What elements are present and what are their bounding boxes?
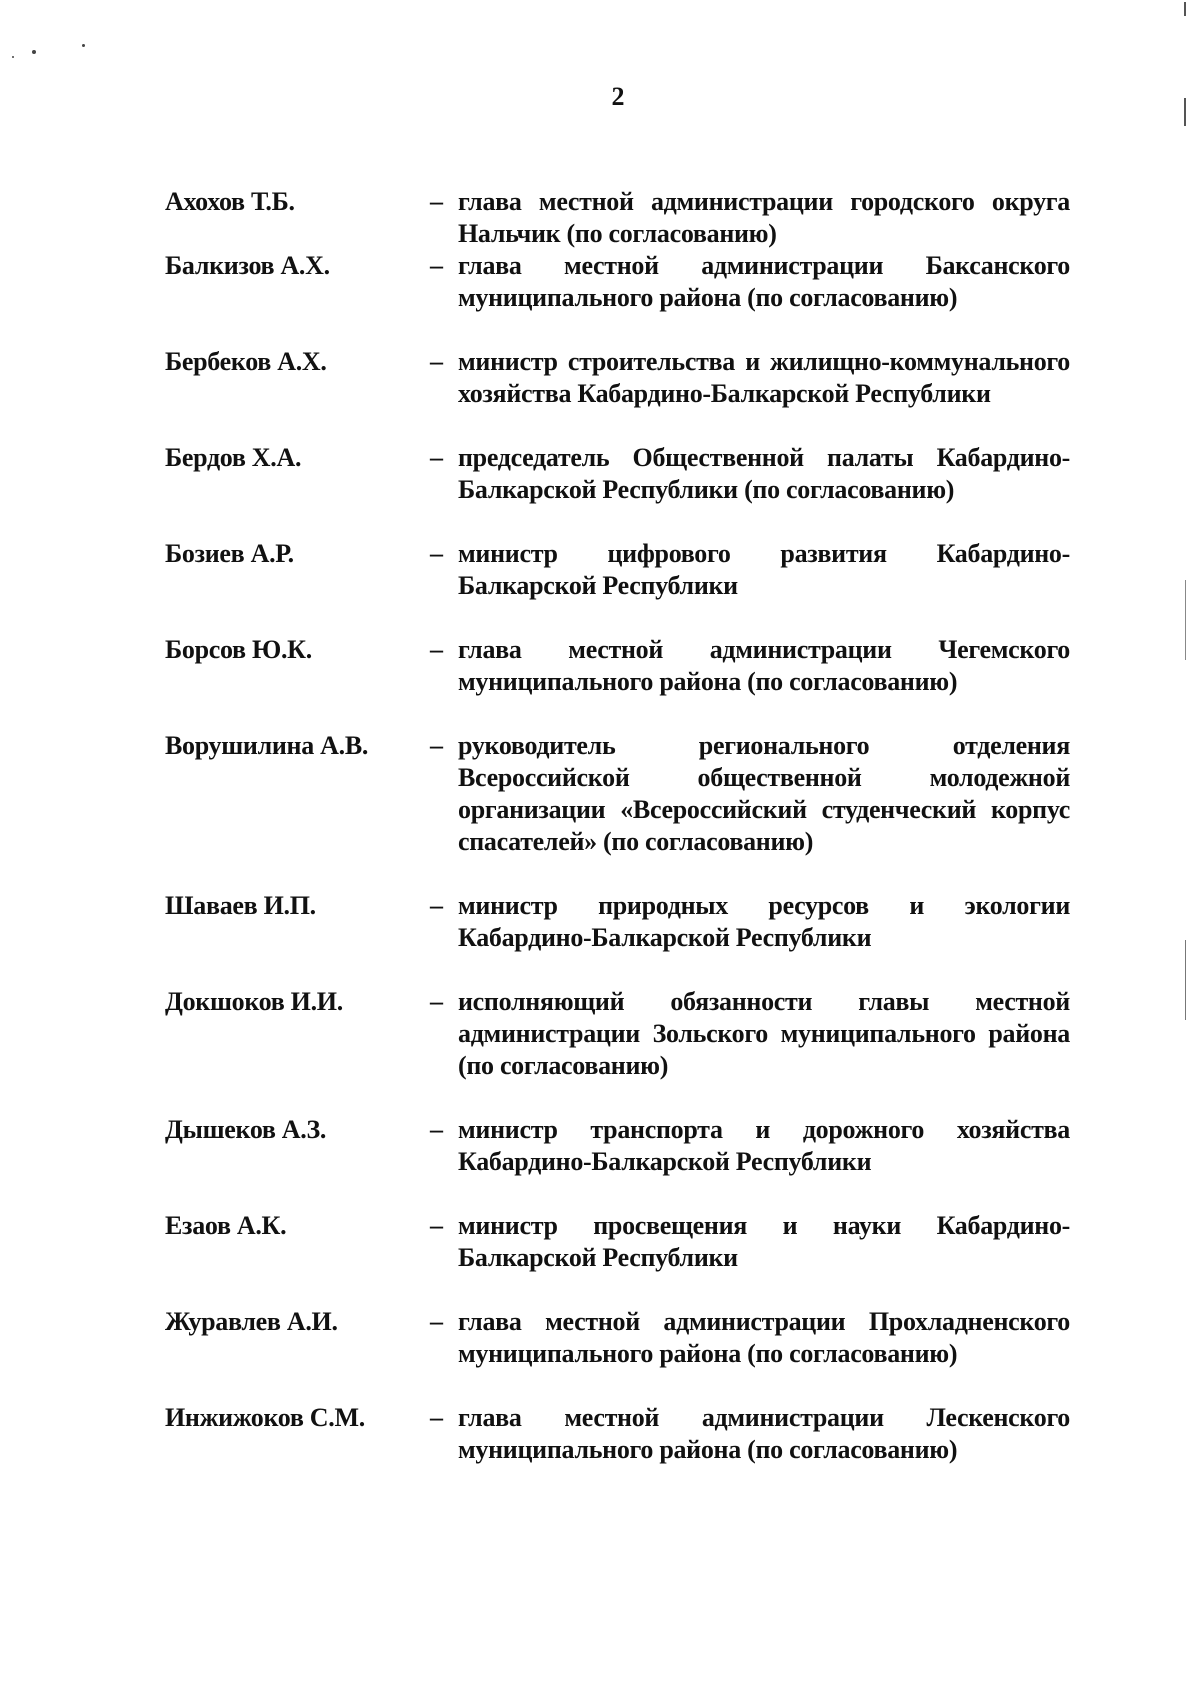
list-item — [165, 1402, 1070, 1466]
page-number: 2 — [611, 82, 625, 111]
scan-speck — [32, 50, 36, 54]
dash: – — [430, 1115, 443, 1144]
dash: – — [430, 347, 443, 376]
member-name: Балкизов А.Х. — [165, 251, 330, 280]
dash: – — [430, 891, 443, 920]
scan-speck — [82, 44, 85, 47]
list-item — [165, 730, 1070, 858]
member-name: Докшоков И.И. — [165, 987, 343, 1016]
list-item — [165, 1114, 1070, 1178]
list-item — [165, 890, 1070, 954]
scan-edge-mark — [1185, 940, 1186, 1020]
dash: – — [430, 987, 443, 1016]
scan-speck — [12, 56, 14, 58]
dash: – — [430, 1307, 443, 1336]
member-name: Шаваев И.П. — [165, 891, 316, 920]
list-item — [165, 538, 1070, 602]
member-position: министр просвещения и науки Кабардино-Балкарской Республики — [458, 1211, 1070, 1272]
member-position: министр цифрового развития Кабардино-Балкарской Республики — [458, 539, 1070, 600]
member-position: глава местной администрации городского округа Нальчик (по согласованию) — [458, 187, 1070, 248]
scan-edge-mark — [1184, 98, 1186, 126]
member-position: глава местной администрации Чегемского муниципального района (по согласованию) — [458, 635, 1070, 696]
dash: – — [430, 187, 443, 216]
member-name: Дышеков А.З. — [165, 1115, 327, 1144]
member-name: Ворушилина А.В. — [165, 731, 369, 760]
scan-edge-mark — [1185, 580, 1186, 660]
member-name: Езаов А.К. — [165, 1211, 287, 1240]
member-name: Журавлев А.И. — [165, 1307, 338, 1336]
member-position: глава местной администрации Прохладненского муниципального района (по согласованию) — [458, 1307, 1070, 1368]
member-list — [165, 186, 1070, 1498]
member-name: Борсов Ю.К. — [165, 635, 312, 664]
member-position: министр природных ресурсов и экологии Кабардино-Балкарской Республики — [458, 891, 1070, 952]
member-position: руководитель регионального отделения Всероссийской общественной молодежной организации «Всероссийский студенческий корпус спасателей» (по согласованию) — [458, 731, 1070, 856]
dash: – — [430, 539, 443, 568]
list-item — [165, 986, 1070, 1082]
dash: – — [430, 635, 443, 664]
member-position: глава местной администрации Баксанского муниципального района (по согласованию) — [458, 251, 1070, 312]
list-item — [165, 1306, 1070, 1370]
member-position: глава местной администрации Лескенского муниципального района (по согласованию) — [458, 1403, 1070, 1464]
member-name: Бозиев А.Р. — [165, 539, 294, 568]
member-name: Бердов Х.А. — [165, 443, 302, 472]
list-item — [165, 1210, 1070, 1274]
dash: – — [430, 731, 443, 760]
dash: – — [430, 251, 443, 280]
member-position: председатель Общественной палаты Кабардино-Балкарской Республики (по согласованию) — [458, 443, 1070, 504]
list-item — [165, 442, 1070, 506]
member-name: Ахохов Т.Б. — [165, 187, 295, 216]
member-name: Инжижоков С.М. — [165, 1403, 365, 1432]
dash: – — [430, 1211, 443, 1240]
member-position: исполняющий обязанности главы местной администрации Зольского муниципального района (по согласованию) — [458, 987, 1070, 1080]
member-name: Бербеков А.Х. — [165, 347, 327, 376]
member-position: министр транспорта и дорожного хозяйства Кабардино-Балкарской Республики — [458, 1115, 1070, 1176]
list-item — [165, 250, 1070, 314]
dash: – — [430, 443, 443, 472]
list-item — [165, 346, 1070, 410]
list-item — [165, 634, 1070, 698]
list-item — [165, 186, 1070, 250]
scan-edge-mark — [1184, 2, 1186, 16]
dash: – — [430, 1403, 443, 1432]
member-position: министр строительства и жилищно-коммунального хозяйства Кабардино-Балкарской Республики — [458, 347, 1070, 408]
